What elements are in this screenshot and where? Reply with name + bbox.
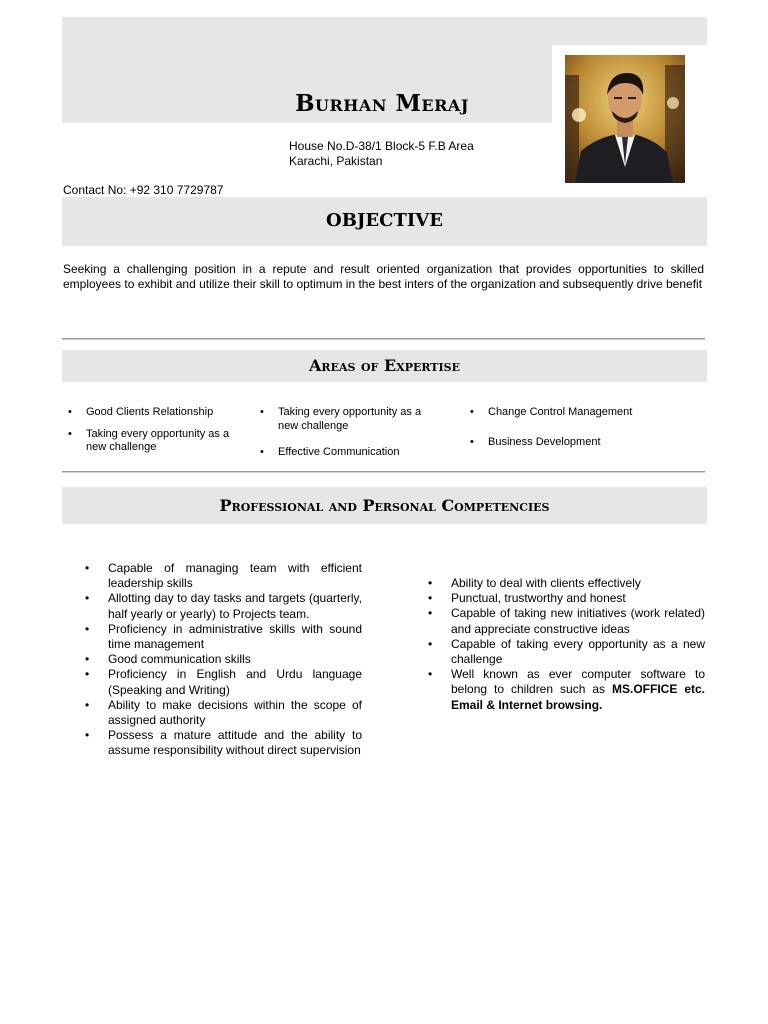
list-item [425,667,705,713]
divider [62,471,705,473]
expertise-list-column-2 [256,406,441,460]
list-item: • Business Development [466,436,696,450]
contact-number: Contact No: +92 310 7729787 [63,183,224,197]
list-item: • Possess a mature attitude and the ability to assume responsibility without direct supervision [82,728,362,758]
list-item: • Change Control Management [466,406,696,420]
expertise-heading: Areas of Expertise [62,350,707,382]
list-item: • Punctual, trustworthy and honest [425,591,705,606]
competencies-list-right [425,576,705,713]
profile-photo-illustration [565,55,685,183]
list-item: • Good communication skills [82,652,362,667]
header-band [62,17,707,45]
profile-photo [565,55,685,183]
divider [62,338,705,340]
competencies-heading: Professional and Personal Competencies [62,487,707,524]
objective-text: Seeking a challenging position in a repute and result oriented organization that provides opportunities to skilled employees to exhibit and utilize their skill to optimum in the best inters of the organization and subsequently drive benefit [63,262,704,291]
expertise-list-column-1 [64,406,244,455]
list-item: • Effective Communication [256,446,441,460]
expertise-list-column-3 [466,406,696,449]
list-item: • Capable of taking every opportunity as a new challenge [425,637,705,667]
objective-heading: OBJECTIVE [62,197,707,246]
list-item: • Proficiency in English and Urdu language (Speaking and Writing) [82,667,362,697]
list-item: • Taking every opportunity as a new challenge [64,428,244,455]
software-skills-bold: MS.OFFICE etc. Email & Internet browsing. [451,682,705,712]
list-item: • Taking every opportunity as a new challenge [256,406,441,433]
list-item: • Capable of managing team with efficient leadership skills [82,561,362,591]
candidate-name: Burhan Meraj [295,90,469,117]
list-item: • Proficiency in administrative skills with sound time management [82,622,362,652]
list-item: • Ability to deal with clients effectively [425,576,705,591]
list-item: • Capable of taking new initiatives (work related) and appreciate constructive ideas [425,606,705,636]
list-item: • Ability to make decisions within the scope of assigned authority [82,698,362,728]
address [289,139,474,169]
list-item: • Allotting day to day tasks and targets (quarterly, half yearly or yearly) to Projects team. [82,591,362,621]
address-line-2: Karachi, Pakistan [289,154,383,168]
list-item-text: Well known as ever computer software to belong to children such as [451,667,705,697]
list-item: • Good Clients Relationship [64,406,244,420]
competencies-list-left [82,561,362,759]
address-line-1: House No.D-38/1 Block-5 F.B Area [289,139,474,153]
